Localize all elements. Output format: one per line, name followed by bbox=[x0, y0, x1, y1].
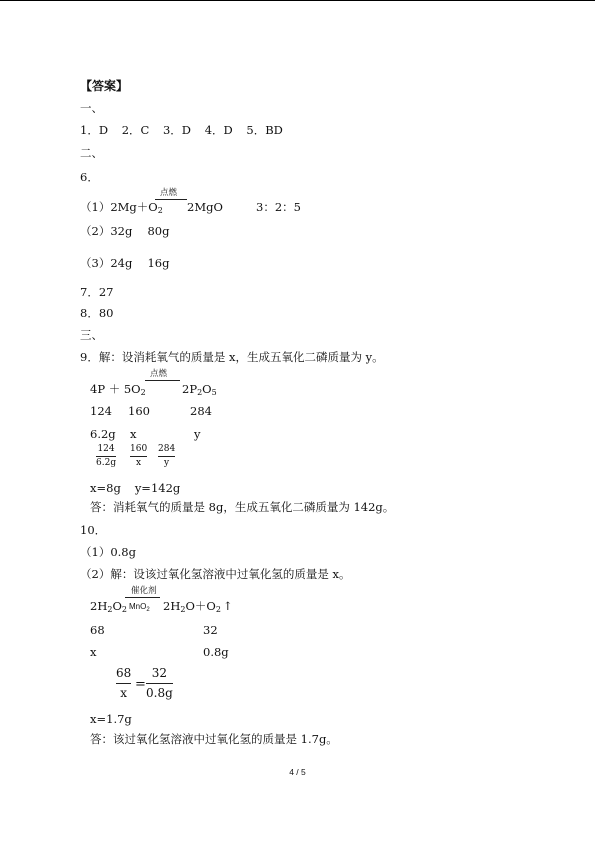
q9-reactants: 4P ＋ 5O2 bbox=[90, 382, 146, 397]
mc-answer-4: 4．D bbox=[204, 123, 233, 137]
q6-part3: （3）24g 16g bbox=[80, 256, 170, 270]
q10-given-mass: 0.8g bbox=[203, 645, 229, 659]
q10-result: x=1.7g bbox=[90, 712, 132, 726]
q10-fraction-left: 68 x bbox=[116, 666, 132, 700]
q9-unknown-y: y bbox=[194, 427, 201, 441]
q10-unknown-x: x bbox=[90, 645, 97, 659]
q9-condition: 点燃 bbox=[150, 369, 168, 379]
answer-header: 【答案】 bbox=[80, 79, 129, 93]
q9-fraction-1: 124 6.2g bbox=[96, 444, 117, 468]
q9-product: 2P2O5 bbox=[182, 382, 217, 397]
q10-catalyst: 催化剂 bbox=[131, 586, 157, 596]
q10-molar-mass-h2o2: 68 bbox=[90, 623, 105, 637]
q10-equals: = bbox=[135, 677, 146, 692]
section-three-heading: 三、 bbox=[80, 328, 103, 342]
q9-molar-mass-o2: 160 bbox=[128, 404, 150, 418]
q9-fraction-2: 160 x bbox=[130, 444, 148, 468]
q9-intro: 9．解：设消耗氧气的质量是 x，生成五氧化二磷质量为 y。 bbox=[80, 350, 384, 364]
q6-part1-reactants: （1）2Mg＋O2 bbox=[80, 200, 163, 215]
mc-answers bbox=[80, 125, 283, 137]
section-two-heading: 二、 bbox=[80, 146, 103, 160]
q6-condition: 点燃 bbox=[160, 188, 178, 198]
q6-reaction-arrow bbox=[155, 199, 187, 200]
q9-given-mass: 6.2g bbox=[90, 427, 116, 441]
mc-answer-5: 5．BD bbox=[246, 123, 283, 137]
q10-reaction-arrow bbox=[125, 597, 160, 598]
q10-reactant: 2H2O2 bbox=[90, 599, 127, 614]
page-number: 4 / 5 bbox=[289, 767, 306, 777]
q10-fraction-right: 32 0.8g bbox=[146, 666, 173, 700]
section-one-heading: 一、 bbox=[80, 101, 103, 115]
q8-answer: 8．80 bbox=[80, 306, 114, 320]
q10-mno2: MnO$_2$ bbox=[129, 602, 150, 613]
q9-fraction-3: 284 y bbox=[158, 444, 176, 468]
mc-answer-3: 3．D bbox=[162, 123, 192, 137]
mc-answer-1: 1．D bbox=[80, 123, 109, 137]
q10-products: 2H2O＋O2 ↑ bbox=[163, 599, 233, 614]
q6-part2: （2）32g 80g bbox=[80, 224, 170, 238]
q9-molar-mass-p2o5: 284 bbox=[190, 404, 212, 418]
q6-mass-ratio: 3：2：5 bbox=[256, 200, 301, 214]
q9-result: x=8g y=142g bbox=[90, 481, 181, 495]
q10-number: 10． bbox=[80, 523, 107, 537]
q9-unknown-x: x bbox=[130, 427, 137, 441]
q10-part2-intro: （2）解：设该过氧化氢溶液中过氧化氢的质量是 x。 bbox=[80, 567, 351, 581]
q9-answer: 答：消耗氧气的质量是 8g，生成五氧化二磷质量为 142g。 bbox=[90, 500, 395, 514]
q10-molar-mass-o2: 32 bbox=[203, 623, 218, 637]
q6-part1-product: 2MgO bbox=[187, 200, 223, 214]
q7-answer: 7．27 bbox=[80, 285, 114, 299]
q9-reaction-arrow bbox=[145, 380, 180, 381]
mc-answer-2: 2．C bbox=[121, 123, 150, 137]
q10-answer: 答：该过氧化氢溶液中过氧化氢的质量是 1.7g。 bbox=[90, 732, 338, 746]
q6-number: 6． bbox=[80, 170, 99, 184]
q10-part1: （1）0.8g bbox=[80, 545, 136, 559]
q9-molar-mass-p: 124 bbox=[90, 404, 112, 418]
top-rule bbox=[0, 0, 595, 1]
